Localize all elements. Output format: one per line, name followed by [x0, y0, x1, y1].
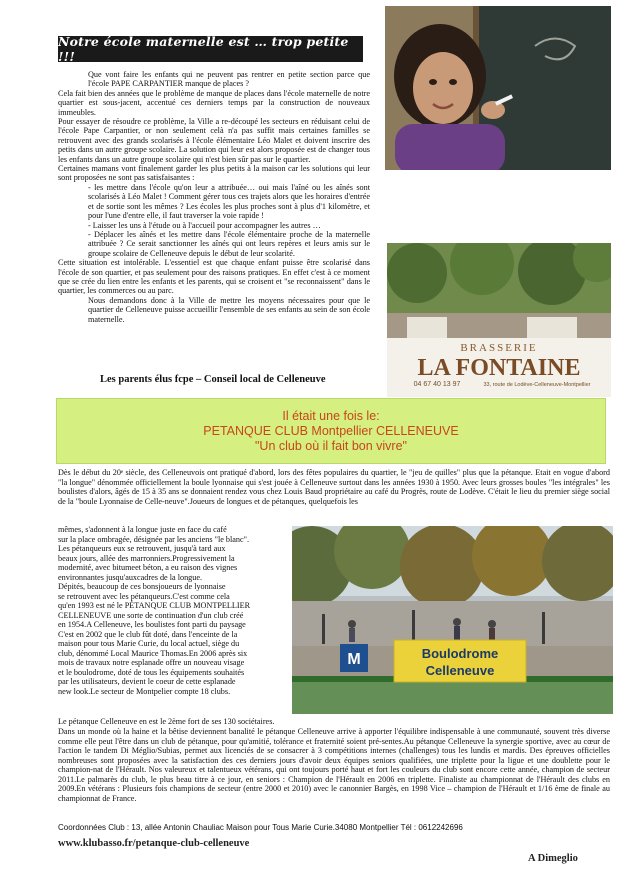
article-paragraph: Nous demandons donc à la Ville de mettre les moyens nécessaires pour que le quartier de Celleneuve puisse accueillir l'ensemble de ses enfants au sein de son école maternelle.: [88, 295, 370, 324]
club-website-link[interactable]: www.klubasso.fr/petanque-club-celleneuve: [58, 838, 250, 849]
headline-line-2: PETANQUE CLUB Montpellier CELLENEUVE: [203, 423, 459, 438]
left-column-line: beaux jours, allée des marronniers.Progressivement la: [58, 553, 235, 563]
left-column-line: environnantes jusqu'auxcadres de la longue.: [58, 572, 203, 582]
article-paragraph: Que vont faire les enfants qui ne peuvent pas rentrer en petite section parce que l'école PAPE CARPANTIER manque de places ?: [88, 70, 370, 89]
petanque-left-column: [58, 525, 290, 696]
article-paragraph: - Laisser les uns à l'étude ou à l'accueil pour accompagner les autres …: [88, 220, 321, 230]
article-signature: Les parents élus fcpe – Conseil local de Celleneuve: [100, 374, 326, 385]
photo-boulodrome: [292, 526, 613, 714]
banner-title: Notre école maternelle est … trop petite !!!: [58, 34, 349, 64]
brasserie-sign-top: BRASSERIE: [460, 342, 538, 354]
article-paragraph: Cette situation est intolérable. L'essentiel est que chaque enfant puisse être scolarisé dans l'école de son quartier, et pas seulement pour des raisons pratiques. En effet c'est à ce moment que se crée du lien entre les enfants et les parents, qui se croisent et "se reconnaissent" dans le quartier, les commerces ou au parc.: [58, 258, 370, 296]
left-column-line: et le boulodrome, doté de tous les équipements souhaités: [58, 667, 245, 677]
section-banner: [58, 36, 363, 62]
brasserie-sign-main: LA FONTAINE: [417, 355, 581, 381]
petanque-body: Dans un monde où la haine et la bêtise deviennent banalité le pétanque Celleneuve arrive à apporter l'équilibre indispensable à une communauté, souvent très diverse comme elle peut l'être dans un club de pétanque, pour qu'amitié, tolérance et fraternité soient pré-sentes.Au pétanque Celleneuve la synergie sportive, avec au cœur de l'action le tandem Di Méglio/Subias, permet aux licenciés de se consacrer à 3 compétitions internes (challenges) tous les lundis et mardis. Des épreuves officielles nombreuses sont proposées avec la satisfaction des ces derniers jours d'avoir deux équipes seniors qualifiées, une triplette pour la ligue et une doublette pour le champion-nat de l'Hérault. Nos valeureux et talentueux vétérans, qui ont toujours porté haut et fort les couleurs du club sont encore cette année, champion de secteur 2011.Le palmarès du club, le plus beau titre à ce jour, en seniors : Champion de l'Hérault en 2006 en triplette. Finaliste au championnat de l'Hérault des clubs en 2009.En vétérans : Plusieurs fois champions de secteur (entre 2000 et 2010) avec le canonnier Bargès, en 1998 Vice – champion de l'Hérault et 1/16 ème de finale au championnat de France.: [58, 727, 610, 803]
article-paragraph: Certaines mamans vont finalement garder les plus petits à la maison car les solutions qui leur sont proposées ne sont pas satisfaisantes :: [58, 164, 370, 183]
headline-line-3: "Un club où il fait bon vivre": [254, 438, 407, 453]
article-paragraph: Pour essayer de résoudre ce problème, la Ville a re-découpé les secteurs en réduisant celui de l'école Pape Carpantier, or non seulement celà n'a pas suffit mais certaines familles se retrouvent avec des grands scolarisés à l'école élémentaire Léo Malet et doivent inscrire des petits dans un autre groupe scolaire. La solution qui leur est alors proposée est de changer tous les enfants dans un autre groupe scolaire qui n'est bien sûr pas sur le quartier.: [58, 117, 370, 164]
left-column-line: mêmes, s'adonnent à la longue juste en face du café: [58, 525, 227, 534]
article-maternelle: [58, 70, 370, 324]
boulodrome-sign-line-2: Celleneuve: [425, 663, 495, 678]
montpellier-logo-letter: M: [347, 651, 361, 668]
left-column-line: se retrouvent avec les pétanqueurs.C'est comme cela: [58, 591, 230, 601]
club-contact: Coordonnées Club : 13, allée Antonin Chauliac Maison pour Tous Marie Curie.34080 Montpellier Tél : 0612242696: [58, 823, 463, 832]
photo-child-chalkboard: [385, 6, 611, 170]
article-paragraph: Cela fait bien des années que le problème de manque de places dans l'école maternelle de notre quartier est sous-jacent, accentué ces derniers temps par la construction de nouveaux immeubles.: [58, 88, 370, 117]
brasserie-sign-address: 33, route de Lodève-Celleneuve-Montpellier: [483, 382, 591, 388]
left-column-line: C'est en 2002 que le club fût doté, dans l'enceinte de la: [58, 629, 238, 639]
boulodrome-sign-line-1: Boulodrome: [421, 646, 499, 661]
article-paragraph: - les mettre dans l'école qu'on leur a attribuée… oui mais l'aîné ou les aînés sont scolarisés à Léo Malet ! Comment gérer tous ces trajets alors que les horaires d'entrée et de sortie sont les mêmes ? Les écoles les plus proches sont à plus d'1 kilomètre, et pour l'une d'entre elle, il faut traverser la voie rapide !: [88, 182, 370, 221]
petanque-line-after: Le pétanque Celleneuve en est le 2ème fort de ses 130 sociétaires.: [58, 717, 275, 726]
petanque-headline-box: [56, 398, 606, 464]
left-column-line: modernité, avec bitumeet béton, a eu raison des vignes: [58, 563, 238, 572]
left-column-line: Dépités, beaucoup de ces bonsjoueurs de lyonnaise: [58, 582, 226, 591]
left-column-line: qu'en 1993 est né le PÉTANQUE CLUB MONTPELLIER: [58, 601, 251, 610]
headline-line-1: Il était une fois le:: [282, 408, 380, 423]
left-column-line: maison pour tous Marie Curie, du local actuel, siège du: [58, 639, 240, 648]
article-paragraph: - Déplacer les aînés et les mettre dans l'école élémentaire proche de la maternelle attribuée ? Ce serait sanctionner les aînés qui ont leurs repères et leurs amis sur le groupe scolaire de Celleneuve depuis le début de leur scolarité.: [88, 229, 370, 258]
left-column-line: new look.Le secteur de Montpelier compte 18 clubs.: [58, 686, 231, 696]
left-column-line: Les pétanqueurs eux se retrouvent, jusqu'à tard aux: [58, 544, 226, 553]
photo-brasserie-la-fontaine: [387, 243, 611, 397]
left-column-line: mois de travaux notre esplanade offre un nouveau visage: [58, 658, 245, 667]
article-author: A Dimeglio: [528, 853, 578, 864]
left-column-line: en 1954.A Celleneuve, les boulistes font parti du paysage: [58, 620, 246, 629]
petanque-intro: Dès le début du 20ᵉ siècle, des Celleneuvois ont pratiqué d'abord, lors des fêtes populaires du quartier, le "jeu de quilles" plus que la pétanque. Etait en vogue d'abord "la longue" dénommée officiellement la boule lyonnaise qui s'est jouée à Celleneuve surtout dans les années 1930 à 1950. Avec leurs grosses boules "les intégrales" les boulistes d'alors, âgés de 15 à 35 ans se donnaient rendez vous chez Louis Baud propriétaire au café du Progrès, route de Lodève. C'était le lieu du premier siège social de la "boule Lyonnaise de Celle-neuve".Joueurs de longues et de pétanques, quelquefois les: [58, 468, 610, 506]
left-column-line: par les utilisateurs, devient le coeur de cette esplanade: [58, 677, 236, 686]
left-column-line: sur la place ombragée, désignée par les anciens "le blanc".: [58, 534, 250, 544]
left-column-line: CELLENEUVE une sorte de continuation d'un club créé: [58, 610, 244, 620]
brasserie-sign-phone: 04 67 40 13 97: [413, 381, 461, 388]
left-column-line: club, dénommé Local Maurice Thomas.En 2006 après six: [58, 648, 248, 658]
